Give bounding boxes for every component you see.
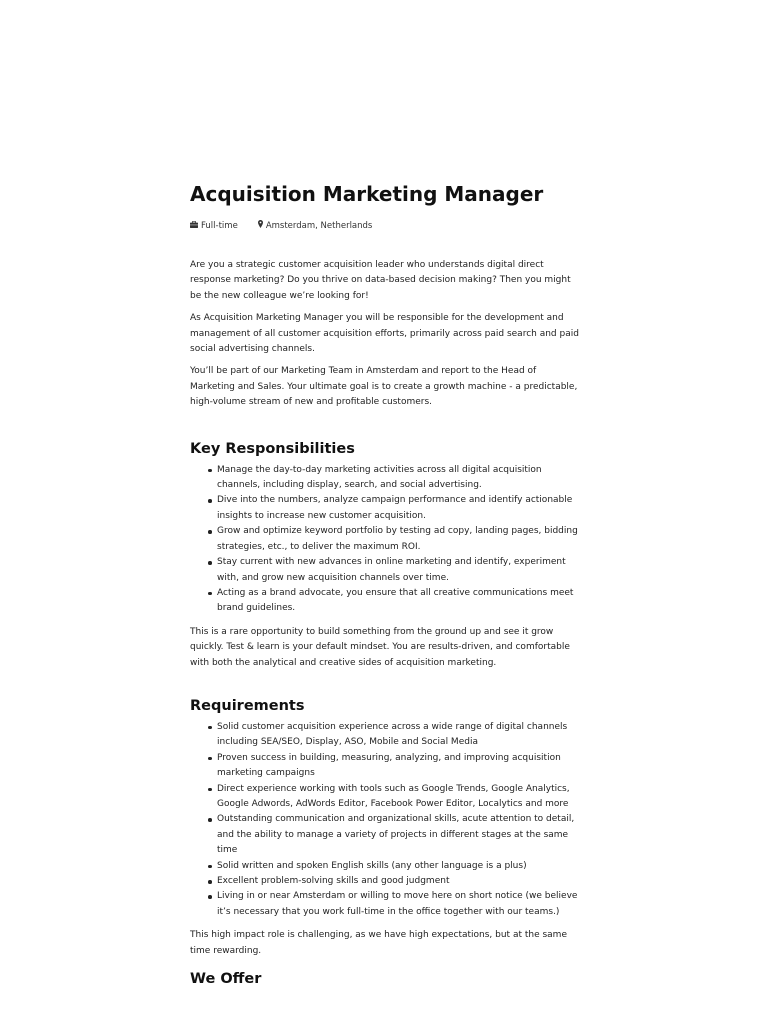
- responsibilities-list: [190, 463, 580, 617]
- offer-heading: We Offer: [190, 971, 262, 988]
- job-intro: [190, 258, 580, 411]
- list-item: Grow and optimize keyword portfolio by testing ad copy, landing pages, bidding strategies, etc., to deliver the maximum ROI.: [217, 524, 580, 555]
- requirements-heading: Requirements: [190, 697, 305, 714]
- intro-paragraph: You’ll be part of our Marketing Team in Amsterdam and report to the Head of Marketing and Sales. Your ultimate goal is to create a growth machine - a predictable, high-volume stream of new and profitable customers.: [190, 366, 578, 408]
- intro-paragraph: Are you a strategic customer acquisition leader who understands digital direct response marketing? Do you thrive on data-based decision making? Then you might be the new colleague we’re looking for!: [190, 260, 571, 301]
- briefcase-icon: [190, 219, 201, 233]
- list-item: Solid written and spoken English skills (any other language is a plus): [217, 859, 580, 874]
- list-item: Manage the day-to-day marketing activities across all digital acquisition channels, including display, search, and social advertising.: [217, 463, 580, 494]
- list-item: Excellent problem-solving skills and good judgment: [217, 874, 580, 889]
- responsibilities-heading: Key Responsibilities: [190, 440, 355, 457]
- list-item: Stay current with new advances in online marketing and identify, experiment with, and grow new acquisition channels over time.: [217, 555, 580, 586]
- list-item: Direct experience working with tools such as Google Trends, Google Analytics, Google Adwords, AdWords Editor, Facebook Power Editor, Localytics and more: [217, 782, 580, 813]
- requirements-list: [190, 720, 580, 920]
- requirements-closing: This high impact role is challenging, as we have high expectations, but at the same time rewarding.: [190, 930, 567, 956]
- location-label: Amsterdam, Netherlands: [265, 221, 373, 231]
- location: [258, 219, 373, 233]
- job-title: Acquisition Marketing Manager: [190, 182, 544, 206]
- list-item: Proven success in building, measuring, analyzing, and improving acquisition marketing campaigns: [217, 751, 580, 782]
- list-item: Dive into the numbers, analyze campaign performance and identify actionable insights to increase new customer acquisition.: [217, 493, 580, 524]
- list-item: Solid customer acquisition experience across a wide range of digital channels including SEA/SEO, Display, ASO, Mobile and Social Media: [217, 720, 580, 751]
- employment-type: [190, 219, 238, 233]
- job-posting: [190, 180, 580, 989]
- job-meta: [190, 219, 580, 233]
- list-item: Acting as a brand advocate, you ensure that all creative communications meet brand guidelines.: [217, 586, 580, 617]
- map-marker-icon: [258, 219, 266, 233]
- intro-paragraph: As Acquisition Marketing Manager you will be responsible for the development and management of all customer acquisition efforts, primarily across paid search and paid social advertising channels.: [190, 313, 579, 355]
- responsibilities-closing: This is a rare opportunity to build something from the ground up and see it grow quickly. Test & learn is your default mindset. You are results-driven, and comfortable with both the analytical and creative sides of acquisition marketing.: [190, 626, 570, 668]
- list-item: Outstanding communication and organizational skills, acute attention to detail, and the ability to manage a variety of projects in different stages at the same time: [217, 812, 580, 858]
- list-item: Living in or near Amsterdam or willing to move here on short notice (we believe it’s necessary that you work full-time in the office together with our teams.): [217, 889, 580, 920]
- employment-type-label: Full-time: [201, 221, 238, 231]
